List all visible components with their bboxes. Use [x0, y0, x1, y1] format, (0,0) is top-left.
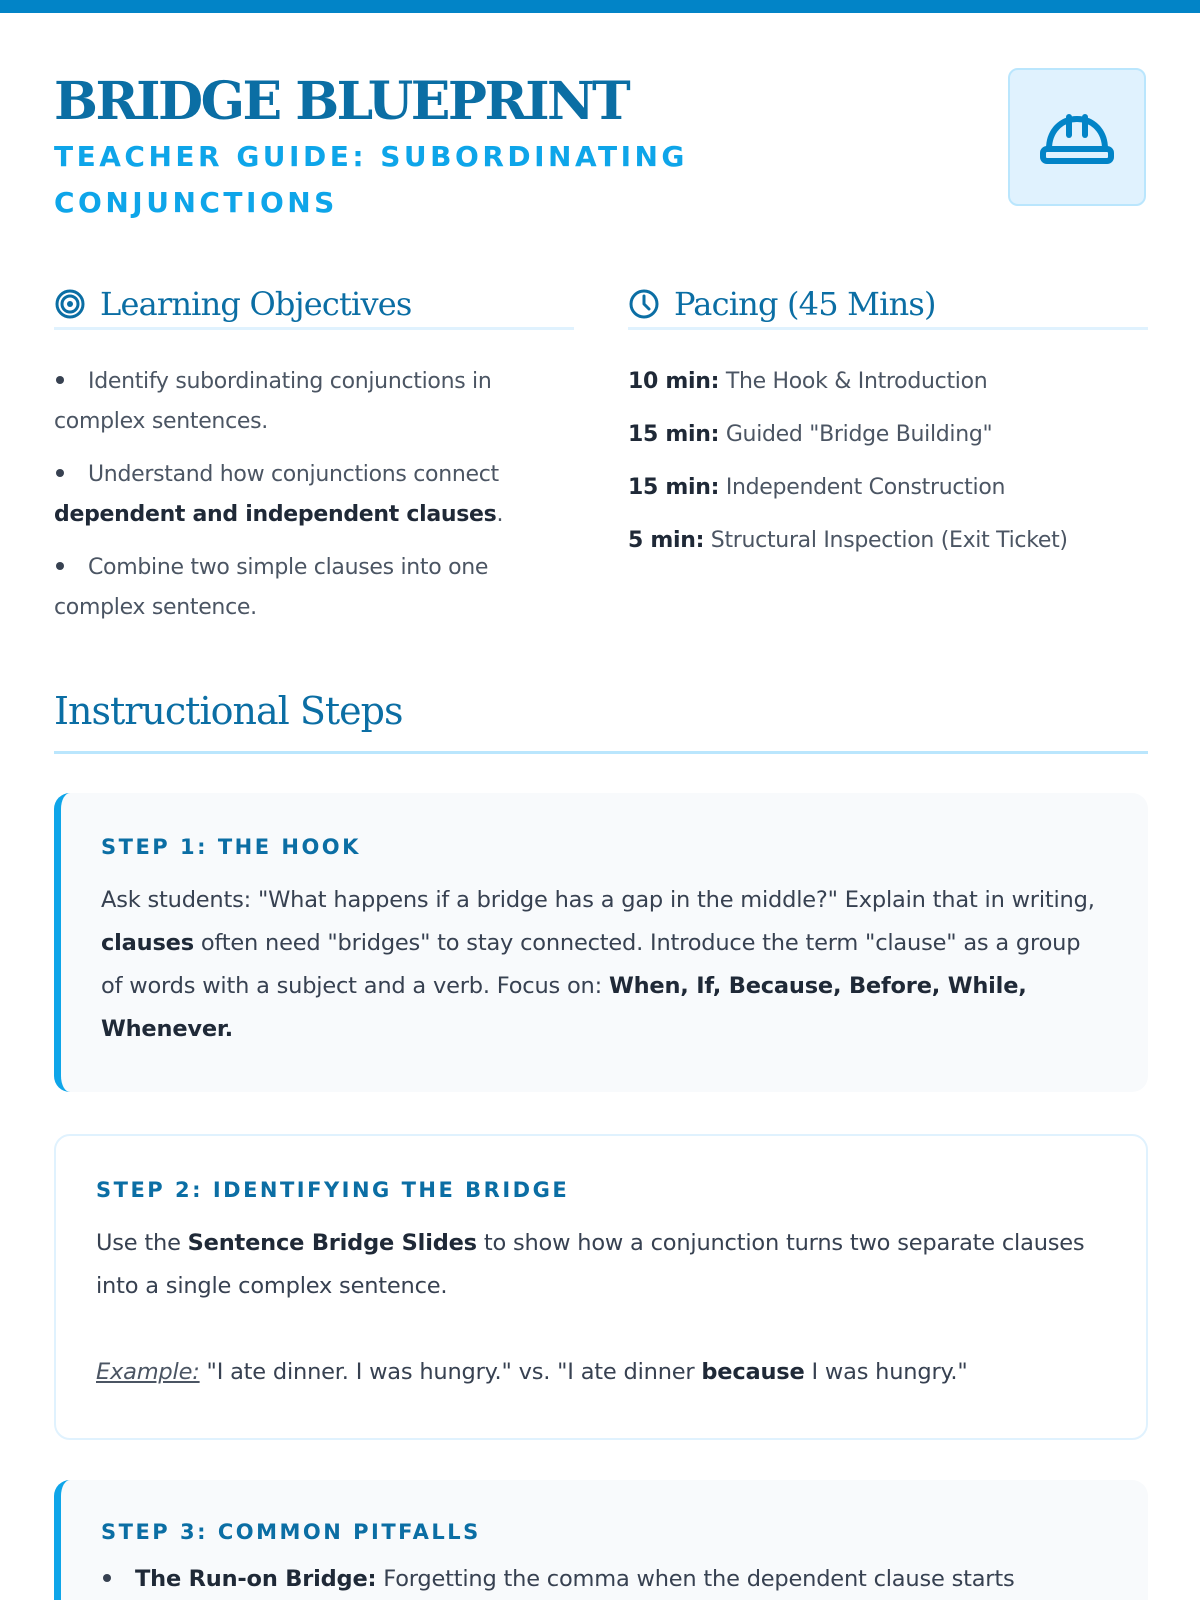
top-accent-bar	[0, 0, 1200, 13]
subtitle-line-1: TEACHER GUIDE: SUBORDINATING	[54, 140, 688, 173]
step-3-card	[54, 1480, 1148, 1600]
page-title: BRIDGE BLUEPRINT	[54, 71, 629, 132]
example-label: Example:	[96, 1359, 200, 1385]
step-2-label: STEP 2: IDENTIFYING THE BRIDGE	[96, 1178, 570, 1202]
hard-hat-icon	[1039, 105, 1115, 169]
pacing-heading-text: Pacing (45 Mins)	[674, 284, 936, 323]
list-item: The Run-on Bridge: Forgetting the comma when the dependent clause starts	[101, 1558, 1108, 1600]
page-header	[54, 72, 754, 226]
step-2-card	[54, 1134, 1148, 1440]
step-1-body: Ask students: "What happens if a bridge has a gap in the middle?" Explain that in writing, clauses often need "bridges" to stay connected. Introduce the term "clause" as a group of words with a subject and a verb. Focus on: When, If, Because, Before, While, Whenever.	[101, 887, 1095, 1042]
list-item: Identify subordinating conjunctions in complex sentences.	[54, 369, 492, 434]
pacing-list	[628, 362, 1168, 574]
pacing-row: 5 min: Structural Inspection (Exit Ticket)	[628, 528, 1068, 553]
objectives-heading	[54, 280, 574, 330]
pacing-heading	[628, 280, 1148, 330]
hard-hat-badge	[1008, 68, 1146, 206]
instructional-steps-heading: Instructional Steps	[54, 686, 1148, 754]
list-item: Understand how conjunctions connect dependent and independent clauses.	[54, 462, 504, 527]
objectives-list	[54, 362, 574, 641]
subtitle-line-2: CONJUNCTIONS	[54, 186, 338, 219]
step-1-label: STEP 1: THE HOOK	[101, 835, 361, 859]
step-3-label: STEP 3: COMMON PITFALLS	[101, 1520, 481, 1544]
page-subtitle	[54, 134, 754, 226]
target-icon	[54, 288, 86, 320]
step-1-card	[54, 793, 1148, 1092]
clock-icon	[628, 288, 660, 320]
step-2-body: Use the Sentence Bridge Slides to show how a conjunction turns two separate clauses into a single complex sentence. Example: "I ate dinner. I was hungry." vs. "I ate dinner because I was hungry."	[96, 1230, 1085, 1385]
list-item: Combine two simple clauses into one complex sentence.	[54, 555, 489, 620]
objectives-heading-text: Learning Objectives	[100, 284, 412, 323]
pacing-row: 10 min: The Hook & Introduction	[628, 369, 988, 394]
pitfalls-list	[101, 1558, 1108, 1600]
pacing-row: 15 min: Independent Construction	[628, 475, 1006, 500]
pacing-row: 15 min: Guided "Bridge Building"	[628, 422, 993, 447]
